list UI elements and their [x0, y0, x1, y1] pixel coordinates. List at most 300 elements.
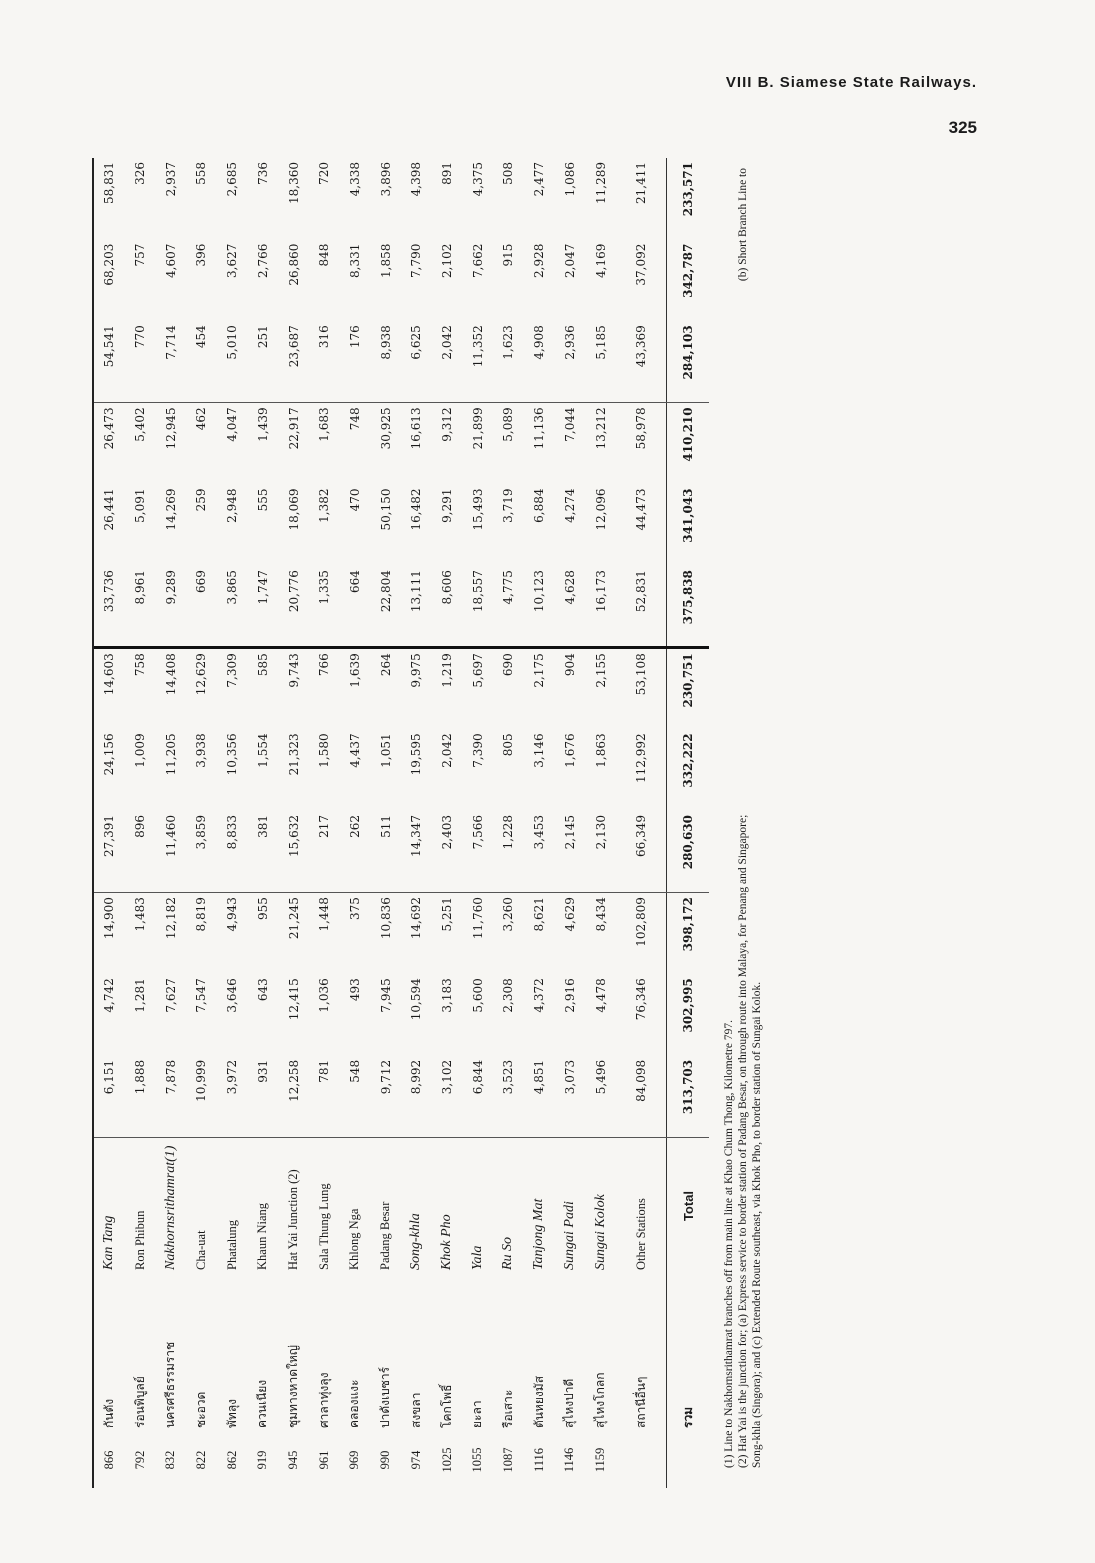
value-cell: 955 — [255, 897, 270, 921]
value-cell: 770 — [125, 321, 156, 403]
value-cell: 13,212 — [593, 407, 608, 450]
station-thai-cell: ชุมทางหาดใหญ่ — [286, 1345, 301, 1428]
value-cell: 758 — [133, 653, 148, 677]
station-name-cell: Other Stations — [633, 1198, 648, 1270]
value-cell: 22,917 — [286, 407, 301, 450]
value-cell: 30,925 — [378, 407, 393, 450]
value-cell: 585 — [255, 653, 270, 677]
value-cell: 3,627 — [225, 243, 240, 278]
value-cell: 217 — [309, 811, 340, 893]
station-name-cell: Hat Yai Junction (2) — [286, 1169, 301, 1270]
value-cell: 664 — [340, 566, 371, 648]
value-cell: 3,972 — [217, 1056, 248, 1138]
value-cell: 11,760 — [470, 897, 485, 940]
value-cell: 9,289 — [155, 566, 186, 648]
total-value-cell: 332,222 — [667, 729, 710, 811]
value-cell: 6,625 — [401, 321, 432, 403]
station-name-cell: Nakhornsrithamrat(1) — [162, 1145, 178, 1270]
kilometre-cell: 1159 — [593, 1447, 608, 1473]
value-cell: 259 — [194, 488, 209, 512]
kilometre-cell: 1146 — [562, 1447, 577, 1473]
value-cell: 7,566 — [462, 811, 493, 893]
station-name-cell: Padang Besar — [378, 1201, 393, 1270]
value-cell: 1,858 — [378, 243, 393, 278]
value-cell: 3,102 — [432, 1056, 463, 1138]
value-cell: 4,908 — [524, 321, 555, 403]
value-cell: 1,448 — [317, 897, 332, 932]
value-cell: 14,408 — [163, 653, 178, 696]
kilometre-cell: 862 — [224, 1450, 239, 1470]
footnotes — [722, 158, 764, 1468]
total-value-cell: 233,571 — [667, 158, 710, 240]
value-cell: 2,928 — [532, 243, 547, 278]
station-thai-cell: ปาดังเบซาร์ — [378, 1366, 393, 1428]
value-cell: 6,151 — [94, 1056, 125, 1138]
total-value-cell: 280,630 — [667, 811, 710, 893]
value-cell: 904 — [562, 653, 577, 677]
value-cell: 26,473 — [102, 407, 117, 450]
total-value-cell: 375,838 — [667, 566, 710, 648]
value-cell: 6,844 — [462, 1056, 493, 1138]
kilometre-cell: 1116 — [531, 1447, 546, 1473]
footnote-2-continued: Song-khla (Singora); and (c) Extended Route southeast, via Khok Pho, to border station of Sungai Kolok. — [751, 981, 763, 1468]
value-cell: 2,937 — [163, 162, 178, 197]
value-cell: 15,632 — [278, 811, 309, 893]
value-cell: 1,382 — [317, 488, 332, 523]
value-cell: 508 — [501, 162, 516, 185]
value-cell: 14,603 — [102, 653, 117, 696]
table-row — [432, 158, 463, 1488]
value-cell: 4,943 — [225, 897, 240, 932]
table-row — [616, 158, 667, 1488]
value-cell: 454 — [186, 321, 217, 403]
value-cell: 44,473 — [634, 488, 648, 531]
kilometre-cell: 822 — [193, 1450, 208, 1470]
station-thai-cell: โคกโพธิ์ — [439, 1384, 454, 1428]
value-cell: 12,945 — [163, 407, 178, 450]
value-cell: 2,145 — [555, 811, 586, 893]
station-name-cell: Sungai Padi — [561, 1201, 577, 1270]
value-cell: 23,687 — [278, 321, 309, 403]
station-name-cell: Phatalung — [224, 1220, 239, 1270]
station-name-cell: Tanjong Mat — [531, 1198, 547, 1270]
page-number: 325 — [948, 118, 977, 137]
value-cell: 1,623 — [493, 321, 524, 403]
kilometre-cell: 969 — [347, 1450, 362, 1470]
value-cell: 5,091 — [133, 488, 148, 523]
station-name-cell: Sungai Kolok — [592, 1194, 608, 1270]
table-row — [278, 158, 309, 1488]
value-cell: 14,269 — [163, 488, 178, 531]
total-thai-label: รวม — [667, 1274, 710, 1432]
table-row — [493, 158, 524, 1488]
kilometre-cell — [616, 1432, 667, 1488]
station-thai-cell: ร่อนพิบูลย์ — [132, 1376, 147, 1428]
station-name-cell: Sala Thung Lung — [316, 1183, 331, 1270]
station-name-cell: Khaun Niang — [255, 1203, 270, 1270]
value-cell: 4,437 — [347, 733, 362, 768]
kilometre-cell: 832 — [163, 1450, 178, 1470]
value-cell: 5,402 — [133, 407, 148, 442]
value-cell: 375 — [347, 897, 362, 921]
table-body — [94, 158, 709, 1488]
value-cell: 11,352 — [462, 321, 493, 403]
value-cell: 18,069 — [286, 488, 301, 531]
value-cell: 1,683 — [317, 407, 332, 442]
value-cell: 2,155 — [593, 653, 608, 688]
table-row — [401, 158, 432, 1488]
value-cell: 21,323 — [286, 733, 301, 776]
table-row — [155, 158, 186, 1488]
value-cell: 669 — [186, 566, 217, 648]
station-thai-cell: สุไหงโกลก — [593, 1372, 608, 1428]
value-cell: 1,747 — [248, 566, 279, 648]
value-cell: 102,809 — [634, 897, 648, 947]
value-cell: 11,205 — [163, 733, 178, 776]
value-cell: 12,415 — [286, 978, 301, 1021]
value-cell: 8,961 — [125, 566, 156, 648]
table-row — [125, 158, 156, 1488]
table-row — [248, 158, 279, 1488]
running-header: VIII B. Siamese State Railways. — [725, 74, 977, 91]
value-cell: 68,203 — [102, 243, 117, 286]
table-row — [340, 158, 371, 1488]
value-cell: 748 — [347, 407, 362, 431]
value-cell: 5,185 — [585, 321, 616, 403]
value-cell: 4,851 — [524, 1056, 555, 1138]
value-cell: 1,219 — [440, 653, 455, 688]
value-cell: 4,478 — [593, 978, 608, 1013]
value-cell: 21,899 — [470, 407, 485, 450]
value-cell: 26,860 — [286, 243, 301, 286]
value-cell: 33,736 — [94, 566, 125, 648]
value-cell: 915 — [501, 243, 516, 267]
value-cell: 1,228 — [493, 811, 524, 893]
value-cell: 2,102 — [440, 243, 455, 278]
value-cell: 1,676 — [562, 733, 577, 768]
station-thai-cell: ชะอวด — [193, 1391, 208, 1428]
value-cell: 16,613 — [409, 407, 424, 450]
kilometre-cell: 792 — [132, 1450, 147, 1470]
value-cell: 3,146 — [532, 733, 547, 768]
table-row — [94, 158, 125, 1488]
value-cell: 1,051 — [378, 733, 393, 768]
value-cell: 52,831 — [616, 566, 667, 648]
value-cell: 11,460 — [155, 811, 186, 893]
table-row — [524, 158, 555, 1488]
value-cell: 16,173 — [585, 566, 616, 648]
station-thai-cell: รือเสาะ — [500, 1389, 515, 1428]
total-value-cell: 302,995 — [667, 974, 710, 1056]
value-cell: 462 — [194, 407, 209, 431]
value-cell: 326 — [133, 162, 148, 185]
value-cell: 26,441 — [102, 488, 117, 531]
value-cell: 10,594 — [409, 978, 424, 1021]
total-value-cell: 342,787 — [667, 240, 710, 322]
value-cell: 66,349 — [616, 811, 667, 893]
value-cell: 5,089 — [501, 407, 516, 442]
value-cell: 251 — [248, 321, 279, 403]
kilometre-cell: 866 — [101, 1450, 116, 1470]
value-cell: 4,047 — [225, 407, 240, 442]
value-cell: 7,044 — [562, 407, 577, 442]
station-thai-cell: กันตัง — [101, 1398, 116, 1428]
value-cell: 2,042 — [432, 321, 463, 403]
value-cell: 5,251 — [440, 897, 455, 932]
table-row — [217, 158, 248, 1488]
value-cell: 6,884 — [532, 488, 547, 523]
value-cell: 4,628 — [555, 566, 586, 648]
table-row — [186, 158, 217, 1488]
value-cell: 18,557 — [462, 566, 493, 648]
value-cell: 14,900 — [102, 897, 117, 940]
value-cell: 7,309 — [225, 653, 240, 688]
value-cell: 12,096 — [593, 488, 608, 531]
value-cell: 4,375 — [470, 162, 485, 197]
value-cell: 9,291 — [440, 488, 455, 523]
value-cell: 7,627 — [163, 978, 178, 1013]
total-value-cell: 230,751 — [667, 648, 710, 730]
value-cell: 16,482 — [409, 488, 424, 531]
kilometre-cell: 1025 — [439, 1447, 454, 1473]
value-cell: 7,662 — [470, 243, 485, 278]
station-thai-cell: คลองแงะ — [347, 1379, 362, 1428]
station-thai-cell: ยะลา — [470, 1400, 485, 1428]
footnote-2 — [736, 158, 750, 1468]
value-cell: 316 — [309, 321, 340, 403]
value-cell: 3,453 — [524, 811, 555, 893]
value-cell: 5,010 — [217, 321, 248, 403]
value-cell: 896 — [125, 811, 156, 893]
value-cell: 14,692 — [409, 897, 424, 940]
value-cell: 2,936 — [555, 321, 586, 403]
value-cell: 781 — [309, 1056, 340, 1138]
station-thai-cell: ศาลาทุ่งลุง — [316, 1372, 331, 1428]
value-cell: 931 — [248, 1056, 279, 1138]
station-traffic-table — [94, 158, 709, 1488]
value-cell: 21,411 — [634, 162, 648, 204]
table-row — [555, 158, 586, 1488]
value-cell: 53,108 — [634, 653, 648, 696]
total-value-cell: 398,172 — [667, 893, 710, 975]
value-cell: 3,260 — [501, 897, 516, 932]
value-cell: 3,523 — [493, 1056, 524, 1138]
value-cell: 22,804 — [370, 566, 401, 648]
footnote-1: (1) Line to Nakhornsrithamrat branches off from main line at Khao Chum Thong, Kilometre 797. — [723, 1020, 735, 1468]
value-cell: 3,859 — [186, 811, 217, 893]
value-cell: 24,156 — [102, 733, 117, 776]
value-cell: 37,092 — [634, 243, 648, 286]
table-row — [309, 158, 340, 1488]
rotated-table-block — [92, 158, 763, 1488]
value-cell: 8,621 — [532, 897, 547, 932]
value-cell: 4,169 — [593, 243, 608, 278]
kilometre-cell: 945 — [286, 1450, 301, 1470]
value-cell: 766 — [317, 653, 332, 677]
value-cell: 5,600 — [470, 978, 485, 1013]
value-cell: 54,541 — [94, 321, 125, 403]
value-cell: 1,335 — [309, 566, 340, 648]
value-cell: 3,865 — [217, 566, 248, 648]
value-cell: 9,712 — [370, 1056, 401, 1138]
value-cell: 8,938 — [370, 321, 401, 403]
value-cell: 720 — [317, 162, 332, 185]
value-cell: 43,369 — [616, 321, 667, 403]
value-cell: 4,629 — [562, 897, 577, 932]
value-cell: 1,554 — [255, 733, 270, 768]
station-name-cell: Ron Phibun — [132, 1210, 147, 1270]
table-row — [370, 158, 401, 1488]
value-cell: 58,831 — [102, 162, 117, 204]
value-cell: 1,888 — [125, 1056, 156, 1138]
value-cell: 8,434 — [593, 897, 608, 932]
value-cell: 848 — [317, 243, 332, 267]
value-cell: 4,398 — [409, 162, 424, 197]
value-cell: 21,245 — [286, 897, 301, 940]
value-cell: 8,331 — [347, 243, 362, 278]
value-cell: 2,130 — [585, 811, 616, 893]
value-cell: 7,945 — [378, 978, 393, 1013]
value-cell: 2,766 — [255, 243, 270, 278]
value-cell: 1,863 — [593, 733, 608, 768]
value-cell: 1,580 — [317, 733, 332, 768]
station-name-cell: Khok Pho — [439, 1214, 455, 1270]
station-thai-cell: ตันหยงมัส — [531, 1375, 546, 1428]
value-cell: 558 — [194, 162, 209, 185]
value-cell: 8,992 — [401, 1056, 432, 1138]
value-cell: 10,999 — [186, 1056, 217, 1138]
value-cell: 4,607 — [163, 243, 178, 278]
kilometre-cell: 1055 — [470, 1447, 485, 1473]
value-cell: 8,833 — [217, 811, 248, 893]
value-cell: 9,975 — [409, 653, 424, 688]
value-cell: 176 — [340, 321, 371, 403]
station-thai-cell: สถานีอื่นๆ — [633, 1376, 648, 1428]
value-cell: 7,714 — [155, 321, 186, 403]
value-cell: 50,150 — [378, 488, 393, 531]
kilometre-cell: 961 — [316, 1450, 331, 1470]
value-cell: 4,372 — [532, 978, 547, 1013]
value-cell: 10,123 — [524, 566, 555, 648]
value-cell: 1,439 — [255, 407, 270, 442]
value-cell: 555 — [255, 488, 270, 512]
value-cell: 2,948 — [225, 488, 240, 523]
value-cell: 1,009 — [133, 733, 148, 768]
value-cell: 548 — [340, 1056, 371, 1138]
value-cell: 7,878 — [155, 1056, 186, 1138]
value-cell: 2,916 — [562, 978, 577, 1013]
value-cell: 5,697 — [470, 653, 485, 688]
value-cell: 7,390 — [470, 733, 485, 768]
value-cell: 9,312 — [440, 407, 455, 442]
value-cell: 18,360 — [286, 162, 301, 204]
table-container — [92, 158, 724, 1488]
value-cell: 58,978 — [634, 407, 648, 450]
footnote-2b-text: (b) Short Branch Line to — [737, 168, 749, 282]
value-cell: 264 — [378, 653, 393, 677]
value-cell: 2,042 — [440, 733, 455, 768]
value-cell: 2,175 — [532, 653, 547, 688]
value-cell: 2,047 — [562, 243, 577, 278]
value-cell: 3,646 — [225, 978, 240, 1013]
value-cell: 1,483 — [133, 897, 148, 932]
value-cell: 2,403 — [432, 811, 463, 893]
station-thai-cell: นครศรีธรรมราช — [163, 1341, 178, 1428]
value-cell: 8,606 — [432, 566, 463, 648]
value-cell: 20,776 — [278, 566, 309, 648]
value-cell: 736 — [255, 162, 270, 185]
station-name-cell: Cha-uat — [193, 1230, 208, 1270]
value-cell: 262 — [340, 811, 371, 893]
value-cell: 891 — [440, 162, 455, 185]
value-cell: 381 — [248, 811, 279, 893]
value-cell: 76,346 — [634, 978, 648, 1021]
value-cell: 4,274 — [562, 488, 577, 523]
value-cell: 511 — [370, 811, 401, 893]
value-cell: 4,775 — [493, 566, 524, 648]
value-cell: 757 — [133, 243, 148, 267]
value-cell: 10,356 — [225, 733, 240, 776]
value-cell: 19,595 — [409, 733, 424, 776]
value-cell: 5,496 — [585, 1056, 616, 1138]
kilometre-cell: 990 — [378, 1450, 393, 1470]
station-name-cell: Song-khla — [408, 1213, 424, 1270]
value-cell: 3,183 — [440, 978, 455, 1013]
station-thai-cell: สงขลา — [408, 1392, 423, 1428]
value-cell: 2,308 — [501, 978, 516, 1013]
value-cell: 7,790 — [409, 243, 424, 278]
kilometre-cell: 974 — [408, 1450, 423, 1470]
total-value-cell: 410,210 — [667, 403, 710, 485]
footnote-2-text: (2) Hat Yai is the junction for; (a) Express service to border station of Padang Besar, on through route into Malaya, for Penang and Singapore; — [737, 814, 749, 1468]
kilometre-cell: 919 — [255, 1450, 270, 1470]
value-cell: 10,836 — [378, 897, 393, 940]
value-cell: 1,086 — [562, 162, 577, 197]
station-thai-cell: สุไหงปาดี — [562, 1378, 577, 1428]
value-cell: 12,258 — [278, 1056, 309, 1138]
value-cell: 8,819 — [194, 897, 209, 932]
value-cell: 3,896 — [378, 162, 393, 197]
total-value-cell: 313,703 — [667, 1056, 710, 1138]
value-cell: 11,289 — [593, 162, 608, 204]
value-cell: 643 — [255, 978, 270, 1002]
table-row — [585, 158, 616, 1488]
value-cell: 805 — [501, 733, 516, 757]
value-cell: 4,742 — [102, 978, 117, 1013]
value-cell: 112,992 — [634, 733, 648, 783]
total-row — [667, 158, 710, 1488]
total-value-cell: 341,043 — [667, 485, 710, 567]
value-cell: 13,111 — [401, 566, 432, 648]
value-cell: 396 — [194, 243, 209, 267]
value-cell: 493 — [347, 978, 362, 1002]
kilometre-cell: 1087 — [500, 1447, 515, 1473]
value-cell: 27,391 — [94, 811, 125, 893]
station-name-cell: Khlong Nga — [347, 1208, 362, 1270]
table-row — [462, 158, 493, 1488]
value-cell: 3,938 — [194, 733, 209, 768]
value-cell: 2,685 — [225, 162, 240, 197]
value-cell: 1,281 — [133, 978, 148, 1013]
value-cell: 11,136 — [532, 407, 547, 450]
value-cell: 7,547 — [194, 978, 209, 1013]
value-cell: 12,182 — [163, 897, 178, 940]
kilometre-cell — [667, 1432, 710, 1488]
station-thai-cell: พัทลุง — [224, 1398, 239, 1428]
value-cell: 2,477 — [532, 162, 547, 197]
station-thai-cell: ควนเนียง — [255, 1379, 270, 1428]
station-name-cell: Yala — [469, 1245, 485, 1270]
